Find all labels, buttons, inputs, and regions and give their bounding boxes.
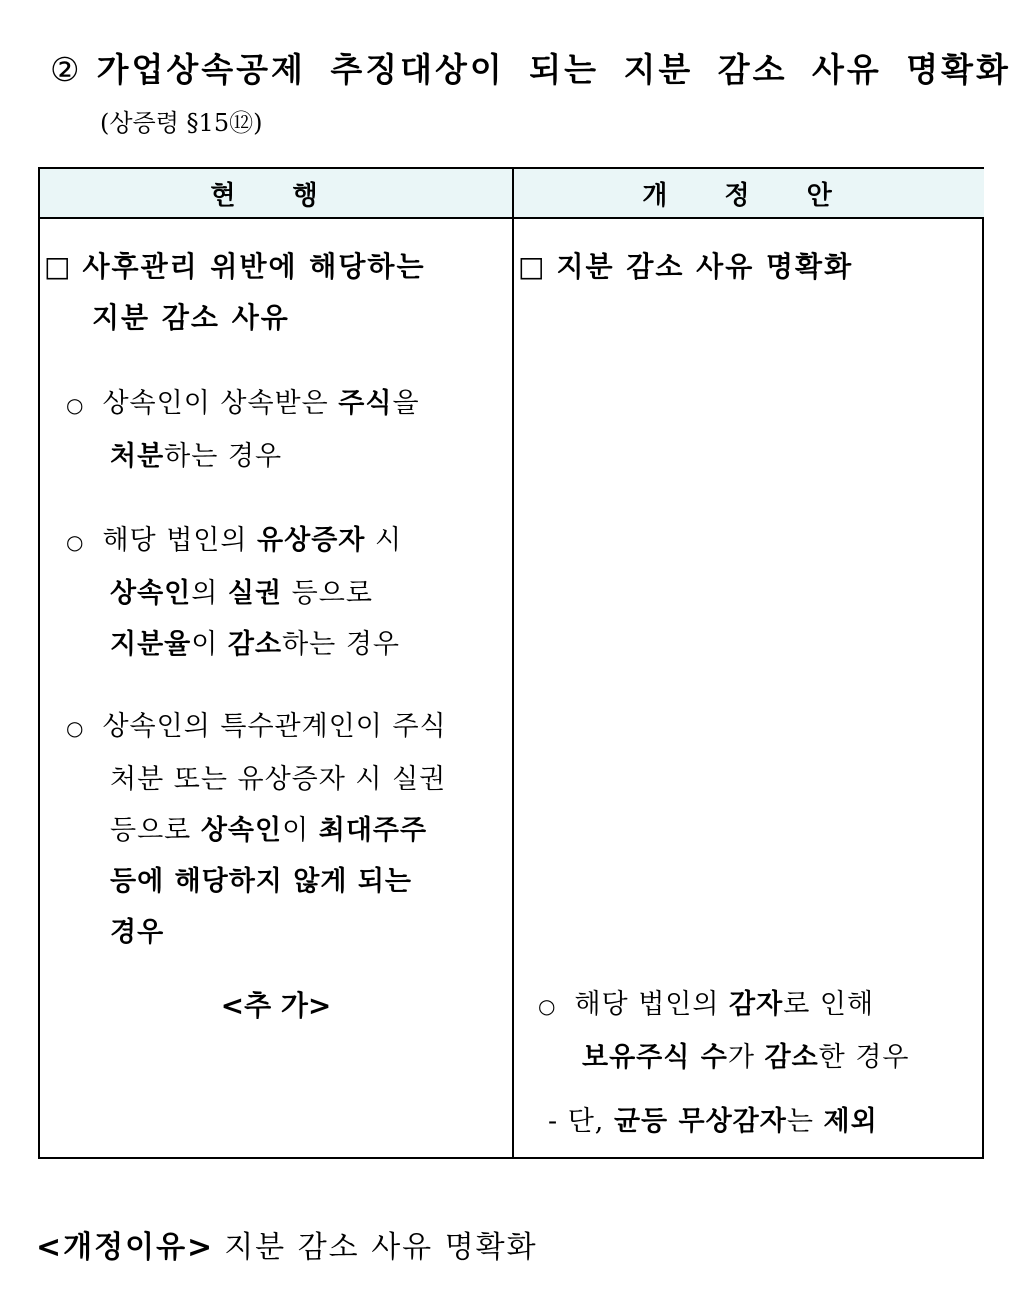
checkbox-square-icon: □ bbox=[518, 250, 547, 283]
legal-reference: (상증령 §15⑫) bbox=[100, 109, 263, 137]
column-divider bbox=[512, 169, 514, 1157]
section-number: ② bbox=[50, 50, 83, 89]
column-header-current: 현 행 bbox=[40, 169, 512, 219]
checkbox-square-icon: □ bbox=[44, 250, 73, 283]
current-item-1: ○ 상속인이 상속받은 주식을 처분하는 경우 bbox=[66, 388, 420, 472]
column-header-revised: 개 정 안 bbox=[514, 169, 984, 219]
bullet-icon: ○ bbox=[66, 530, 85, 554]
current-box-heading-line2: 지분 감소 사유 bbox=[92, 301, 290, 334]
revised-exception: - 단, 균등 무상감자는 제외 bbox=[548, 1106, 878, 1137]
bullet-icon: ○ bbox=[66, 716, 85, 740]
current-box-heading-line1: □ 사후관리 위반에 해당하는 bbox=[44, 250, 426, 283]
revised-box-heading: □ 지분 감소 사유 명확화 bbox=[518, 250, 854, 283]
section-title: 가업상속공제 추징대상이 되는 지분 감소 사유 명확화 bbox=[96, 50, 1011, 89]
section-heading bbox=[50, 44, 1011, 91]
added-marker: <추 가> bbox=[220, 989, 332, 1022]
bullet-icon: ○ bbox=[66, 393, 85, 417]
revision-reason-text: 지분 감소 사유 명확화 bbox=[224, 1230, 538, 1265]
revised-item-1: ○ 해당 법인의 감자로 인해 보유주식 수가 감소한 경우 bbox=[538, 989, 910, 1073]
revision-reason-label: <개정이유> bbox=[36, 1230, 215, 1265]
revision-reason bbox=[36, 1222, 538, 1266]
current-item-3: ○ 상속인의 특수관계인이 주식 처분 또는 유상증자 시 실권 등으로 상속인이 최대주주 등에 해당하지 않게 되는 경우 bbox=[66, 711, 447, 948]
bullet-icon: ○ bbox=[538, 994, 557, 1018]
comparison-table bbox=[38, 167, 984, 1159]
current-item-2: ○ 해당 법인의 유상증자 시 상속인의 실권 등으로 지분율이 감소하는 경우 bbox=[66, 525, 403, 660]
